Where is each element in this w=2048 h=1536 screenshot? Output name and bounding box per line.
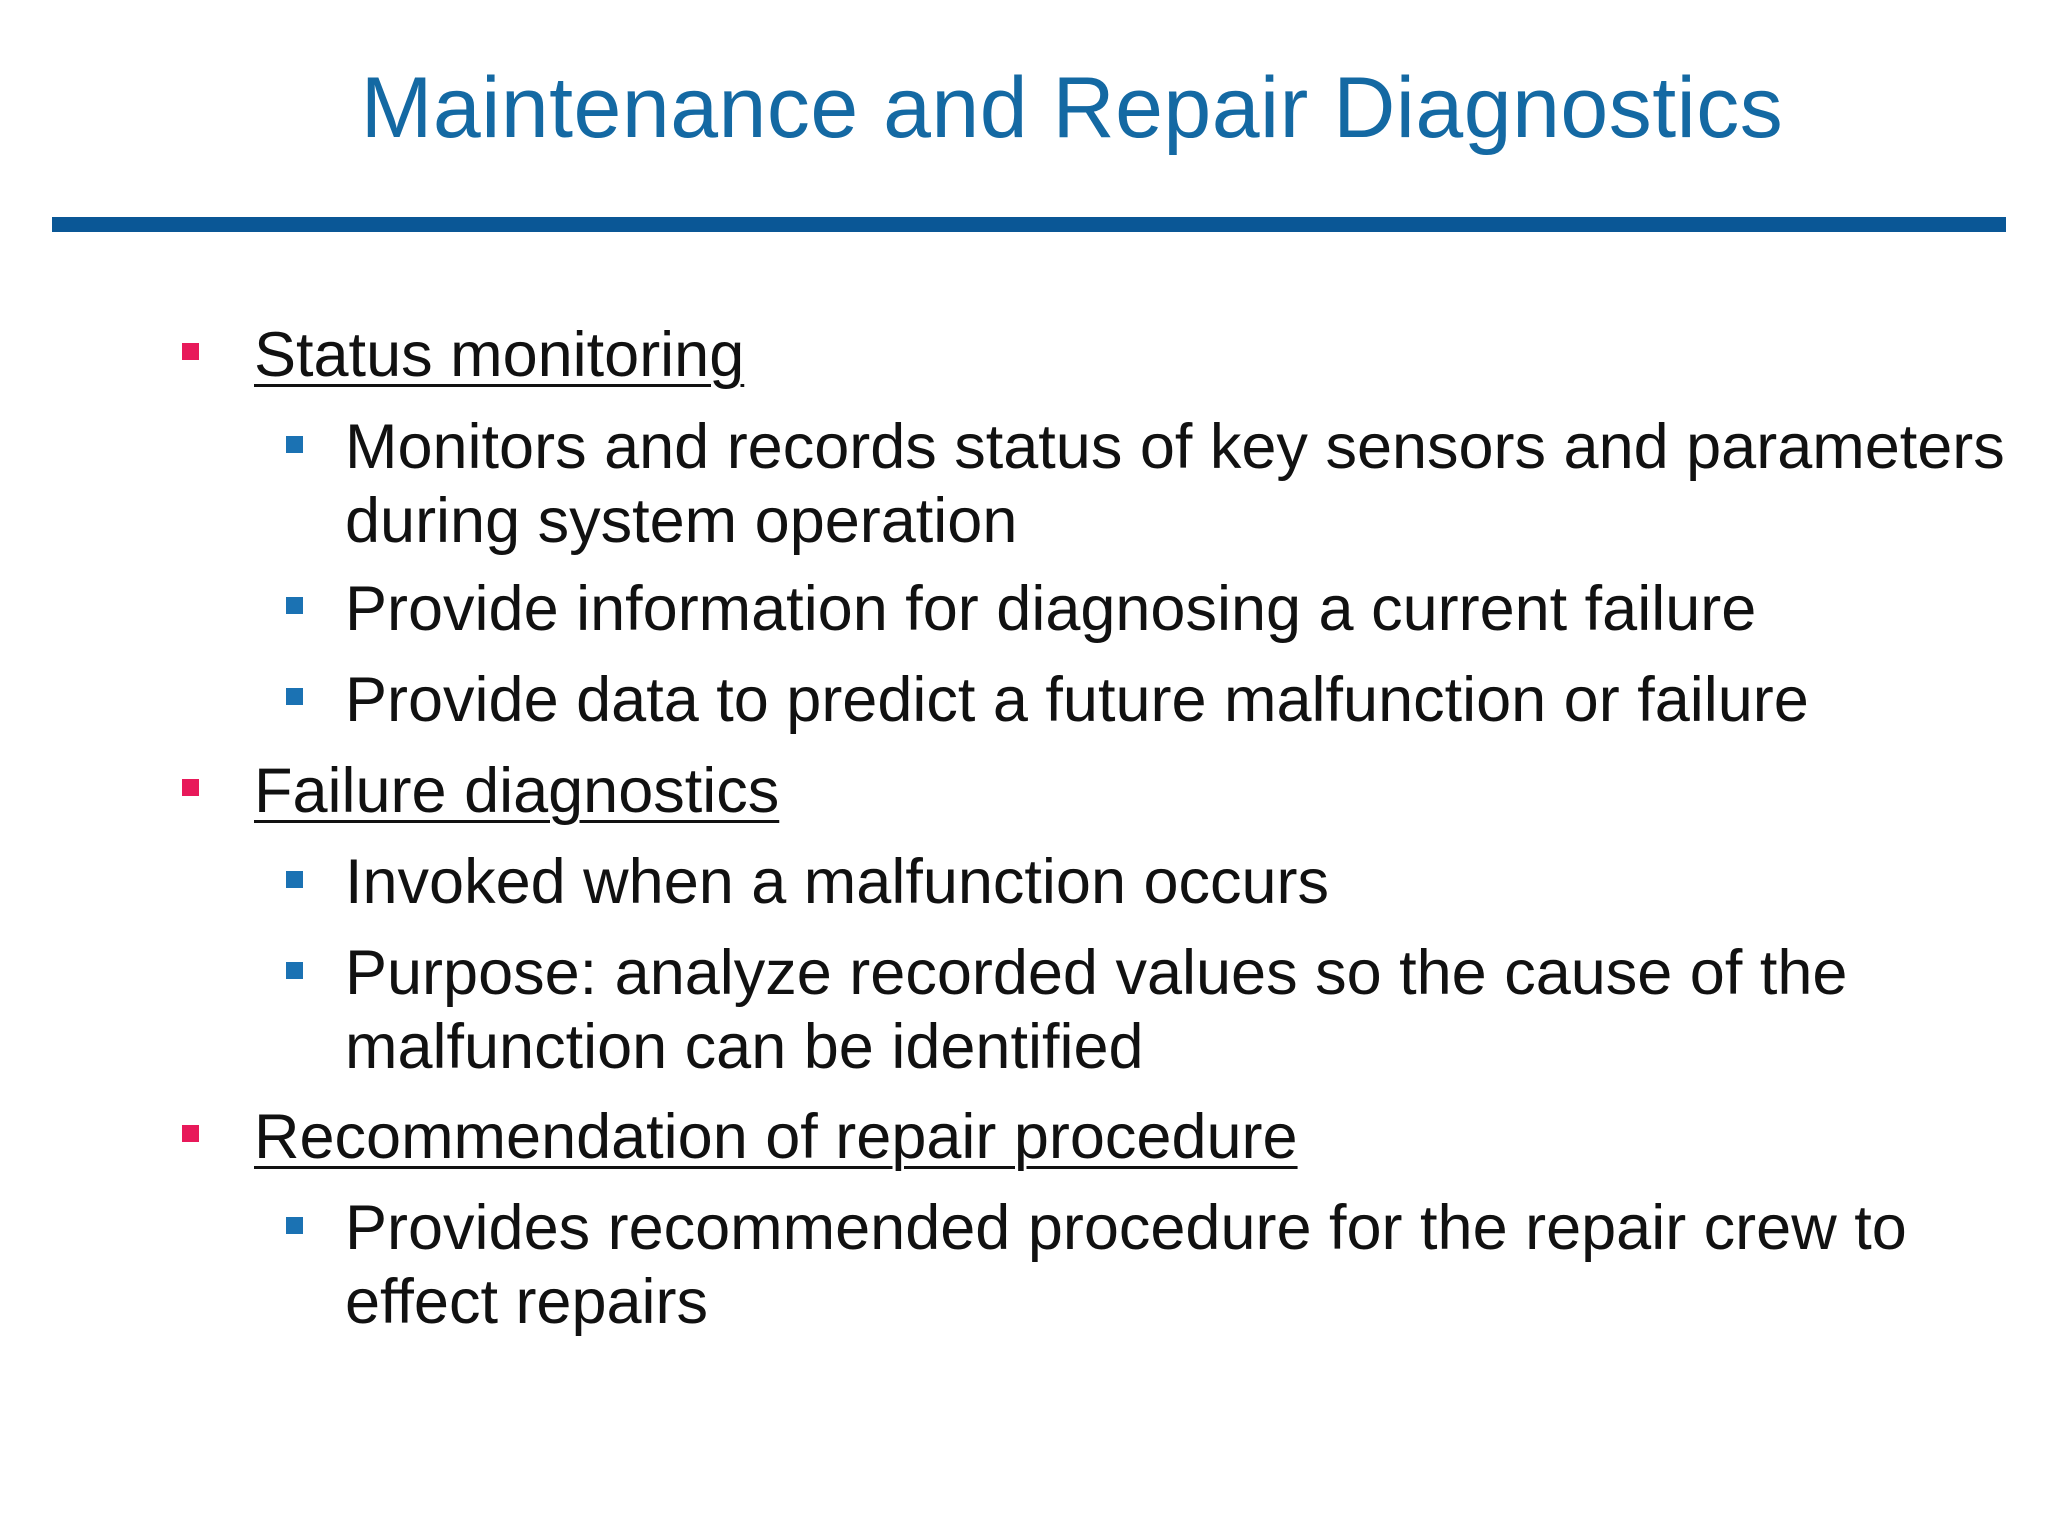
square-bullet-icon [286,1217,303,1234]
sub-bullet: Provide data to predict a future malfunction or failure [345,665,1809,735]
square-bullet-icon [182,779,199,796]
bullet-heading [254,1100,1954,1174]
square-bullet-icon [286,871,303,888]
bullet-heading-text: Recommendation of repair procedure [254,1102,1298,1172]
bullet-heading-text: Failure diagnostics [254,756,780,826]
bullet-heading-text: Status monitoring [254,320,745,390]
sub-bullet: Purpose: analyze recorded values so the cause of the malfunction can be identified [345,938,1848,1082]
square-bullet-icon [286,688,303,705]
sub-bullet: Provide information for diagnosing a current failure [345,574,1757,644]
square-bullet-icon [286,962,303,979]
square-bullet-icon [286,436,303,453]
bullet-heading [254,754,1954,828]
sub-bullet: Monitors and records status of key sensors and parameters during system operation [345,412,2005,556]
sub-bullet: Invoked when a malfunction occurs [345,847,1330,917]
bullet-heading [254,318,1954,392]
square-bullet-icon [182,343,199,360]
page-title: Maintenance and Repair Diagnostics [360,60,1784,156]
sub-bullet: Provides recommended procedure for the repair crew to effect repairs [345,1193,1907,1337]
square-bullet-icon [182,1125,199,1142]
square-bullet-icon [286,597,303,614]
